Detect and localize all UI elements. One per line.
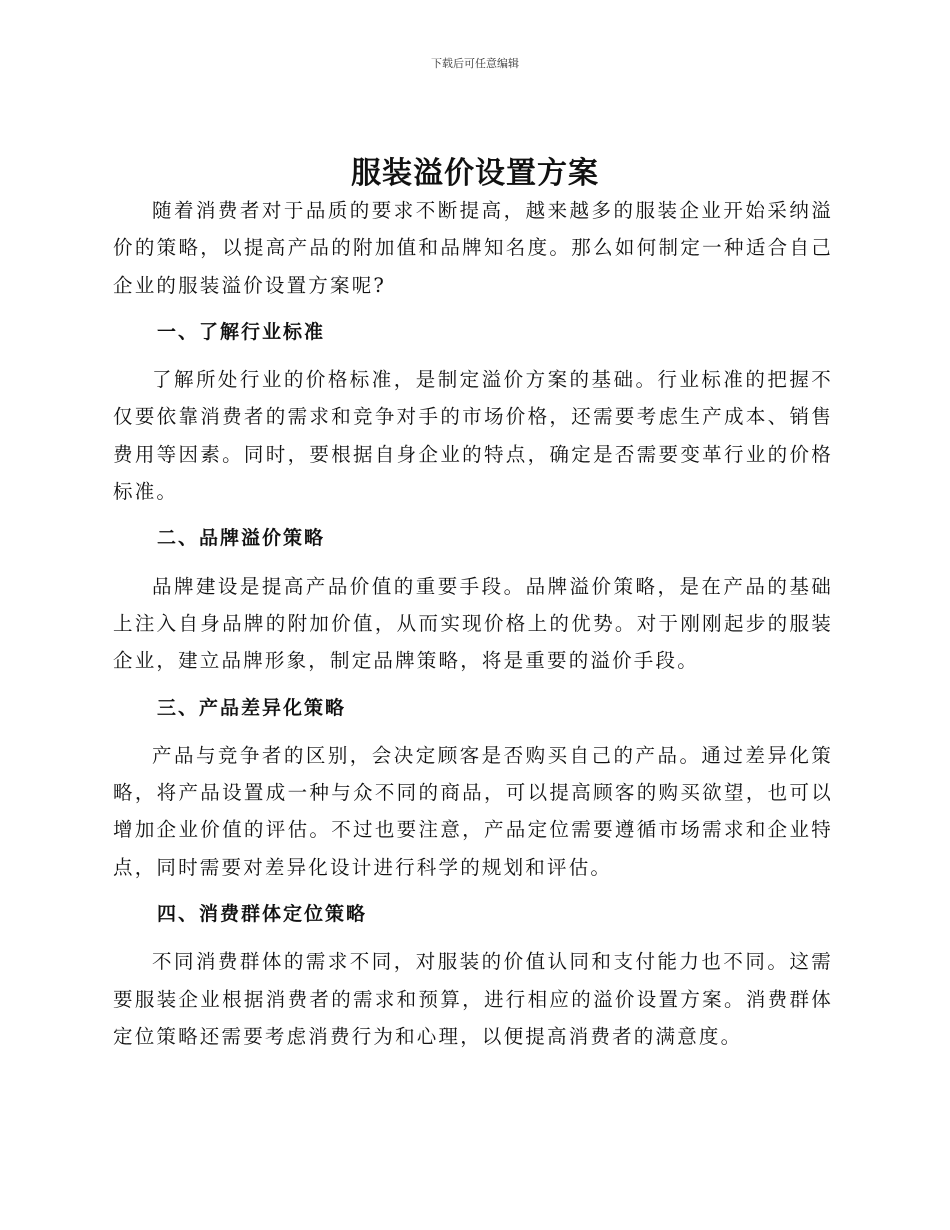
intro-paragraph: 随着消费者对于品质的要求不断提高，越来越多的服装企业开始采纳溢价的策略，以提高产品的附加值和品牌知名度。那么如何制定一种适合自己企业的服装溢价设置方案呢? — [113, 199, 833, 297]
section-paragraph-brand-premium: 品牌建设是提高产品价值的重要手段。品牌溢价策略，是在产品的基础上注入自身品牌的附加价值，从而实现价格上的优势。对于刚刚起步的服装企业，建立品牌形象，制定品牌策略，将是重要的溢价手段。 — [113, 574, 833, 673]
section-paragraph-consumer-positioning: 不同消费群体的需求不同，对服装的价值认同和支付能力也不同。这需要服装企业根据消费者的需求和预算，进行相应的溢价设置方案。消费群体定位策略还需要考虑消费行为和心理，以便提高消费者的满意度。 — [113, 950, 833, 1048]
section-paragraph-product-differentiation: 产品与竞争者的区别，会决定顾客是否购买自己的产品。通过差异化策略，将产品设置成一种与众不同的商品，可以提高顾客的购买欲望，也可以增加企业价值的评估。不过也要注意，产品定位需要遵循市场需求和企业特点，同时需要对差异化设计进行科学的规划和评估。 — [113, 743, 833, 879]
section-paragraph-industry-standard: 了解所处行业的价格标准，是制定溢价方案的基础。行业标准的把握不仅要依靠消费者的需求和竞争对手的市场价格，还需要考虑生产成本、销售费用等因素。同时，要根据自身企业的特点，确定是否需要变革行业的价格标准。 — [113, 368, 833, 504]
document-title: 服装溢价设置方案 — [351, 156, 599, 191]
section-heading-industry-standard: 一、了解行业标准 — [157, 320, 326, 343]
section-heading-product-differentiation: 三、产品差异化策略 — [157, 696, 347, 719]
page-header-note: 下载后可任意编辑 — [431, 57, 519, 70]
document-body — [113, 192, 833, 1055]
section-heading-brand-premium: 二、品牌溢价策略 — [157, 527, 326, 550]
section-heading-consumer-positioning: 四、消费群体定位策略 — [157, 903, 368, 926]
